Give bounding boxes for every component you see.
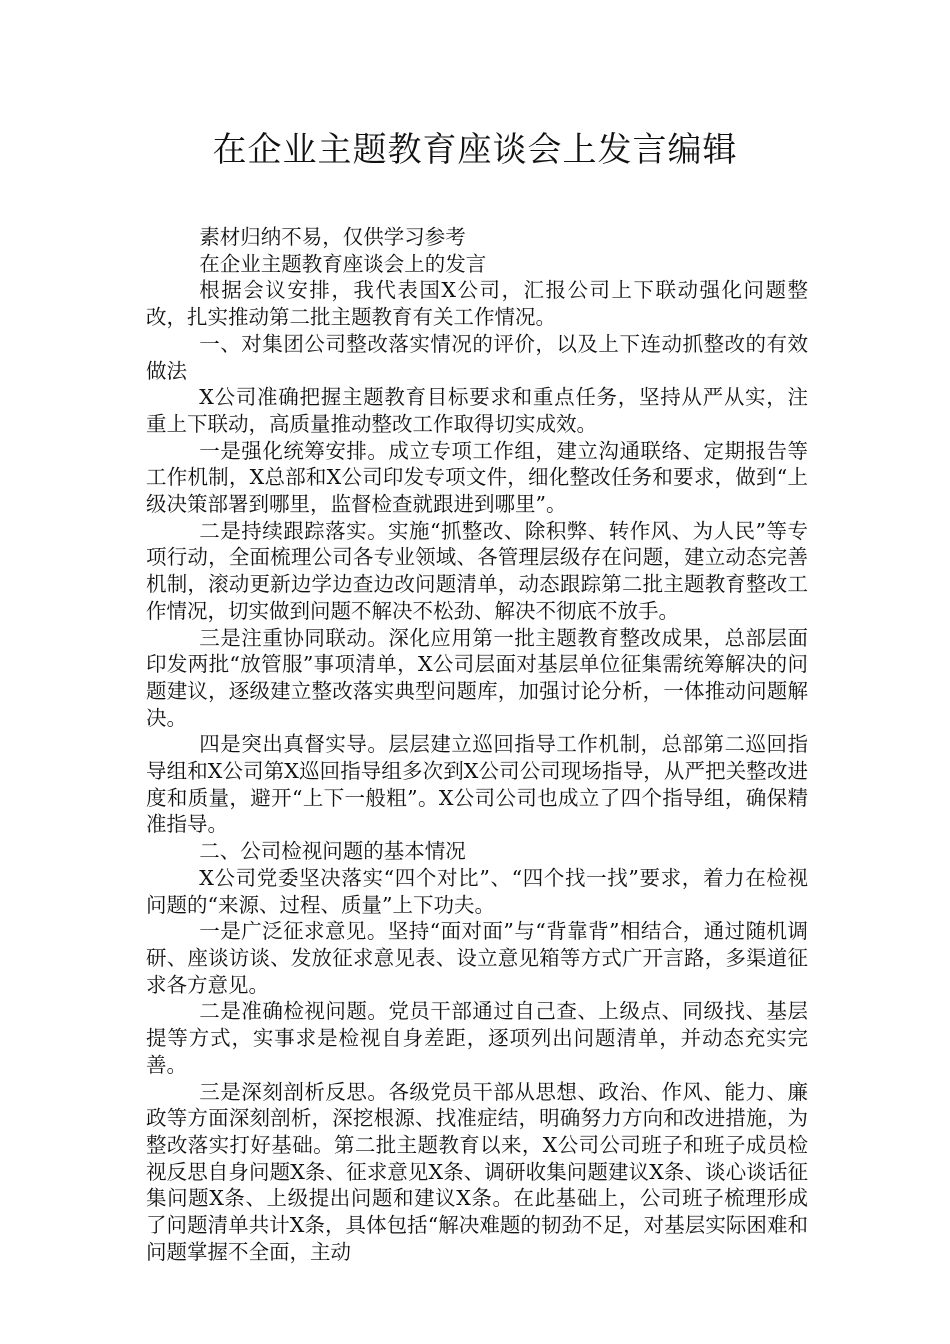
paragraph: 一、对集团公司整改落实情况的评价，以及上下连动抓整改的有效做法 [146,331,808,383]
paragraph: 在企业主题教育座谈会上的发言 [199,251,487,276]
paragraph: 三是注重协同联动。深化应用第一批主题教育整改成果，总部层面印发两批“放管服”事项清单，X公司层面对基层单位征集需统筹解决的问题建议，逐级建立整改落实典型问题库，加强讨论分析，一体推动问题解决。 [146,625,808,730]
paragraph: 三是深刻剖析反思。各级党员干部从思想、政治、作风、能力、廉政等方面深刻剖析，深挖根源、找准症结，明确努力方向和改进措施，为整改落实打好基础。第二批主题教育以来，X公司公司班子和班子成员检视反思自身问题X条、征求意见X条、调研收集问题建议X条、谈心谈话征集问题X条、上级提出问题和建议X条。在此基础上，公司班子梳理形成了问题清单共计X条，具体包括“解决难题的韧劲不足，对基层实际困难和问题掌握不全面，主动 [146,1079,808,1264]
document-title: 在企业主题教育座谈会上发言编辑 [212,130,738,170]
paragraph: 根据会议安排，我代表国X公司，汇报公司上下联动强化问题整改，扎实推动第二批主题教育有关工作情况。 [146,278,808,330]
paragraph: 二是准确检视问题。党员干部通过自己查、上级点、同级找、基层提等方式，实事求是检视自身差距，逐项列出问题清单，并动态充实完善。 [146,999,808,1077]
paragraph: 一是广泛征求意见。坚持“面对面”与“背靠背”相结合，通过随机调研、座谈访谈、发放征求意见表、设立意见箱等方式广开言路，多渠道征求各方意见。 [146,919,808,997]
paragraph: 素材归纳不易，仅供学习参考 [199,225,466,249]
paragraph: 一是强化统筹安排。成立专项工作组，建立沟通联络、定期报告等工作机制，X总部和X公司印发专项文件，细化整改任务和要求，做到“上级决策部署到哪里，监督检查就跟进到哪里”。 [146,438,808,517]
paragraph: 二是持续跟踪落实。实施“抓整改、除积弊、转作风、为人民”等专项行动，全面梳理公司各专业领域、各管理层级存在问题，建立动态完善机制，滚动更新边学边查边改问题清单，动态跟踪第二批主题教育整改工作情况，切实做到问题不解决不松劲、解决不彻底不放手。 [146,518,808,623]
paragraph: 二、公司检视问题的基本情况 [199,839,466,864]
paragraph: 四是突出真督实导。层层建立巡回指导工作机制，总部第二巡回指导组和X公司第X巡回指导组多次到X公司公司现场指导，从严把关整改进度和质量，避开“上下一般粗”。X公司公司也成立了四个指导组，确保精准指导。 [146,732,808,837]
paragraph: X公司党委坚决落实“四个对比”、“四个找一找”要求，着力在检视问题的“来源、过程、质量”上下功夫。 [146,865,808,917]
document-body [146,224,808,1265]
paragraph: X公司准确把握主题教育目标要求和重点任务，坚持从严从实，注重上下联动，高质量推动整改工作取得切实成效。 [146,385,808,436]
